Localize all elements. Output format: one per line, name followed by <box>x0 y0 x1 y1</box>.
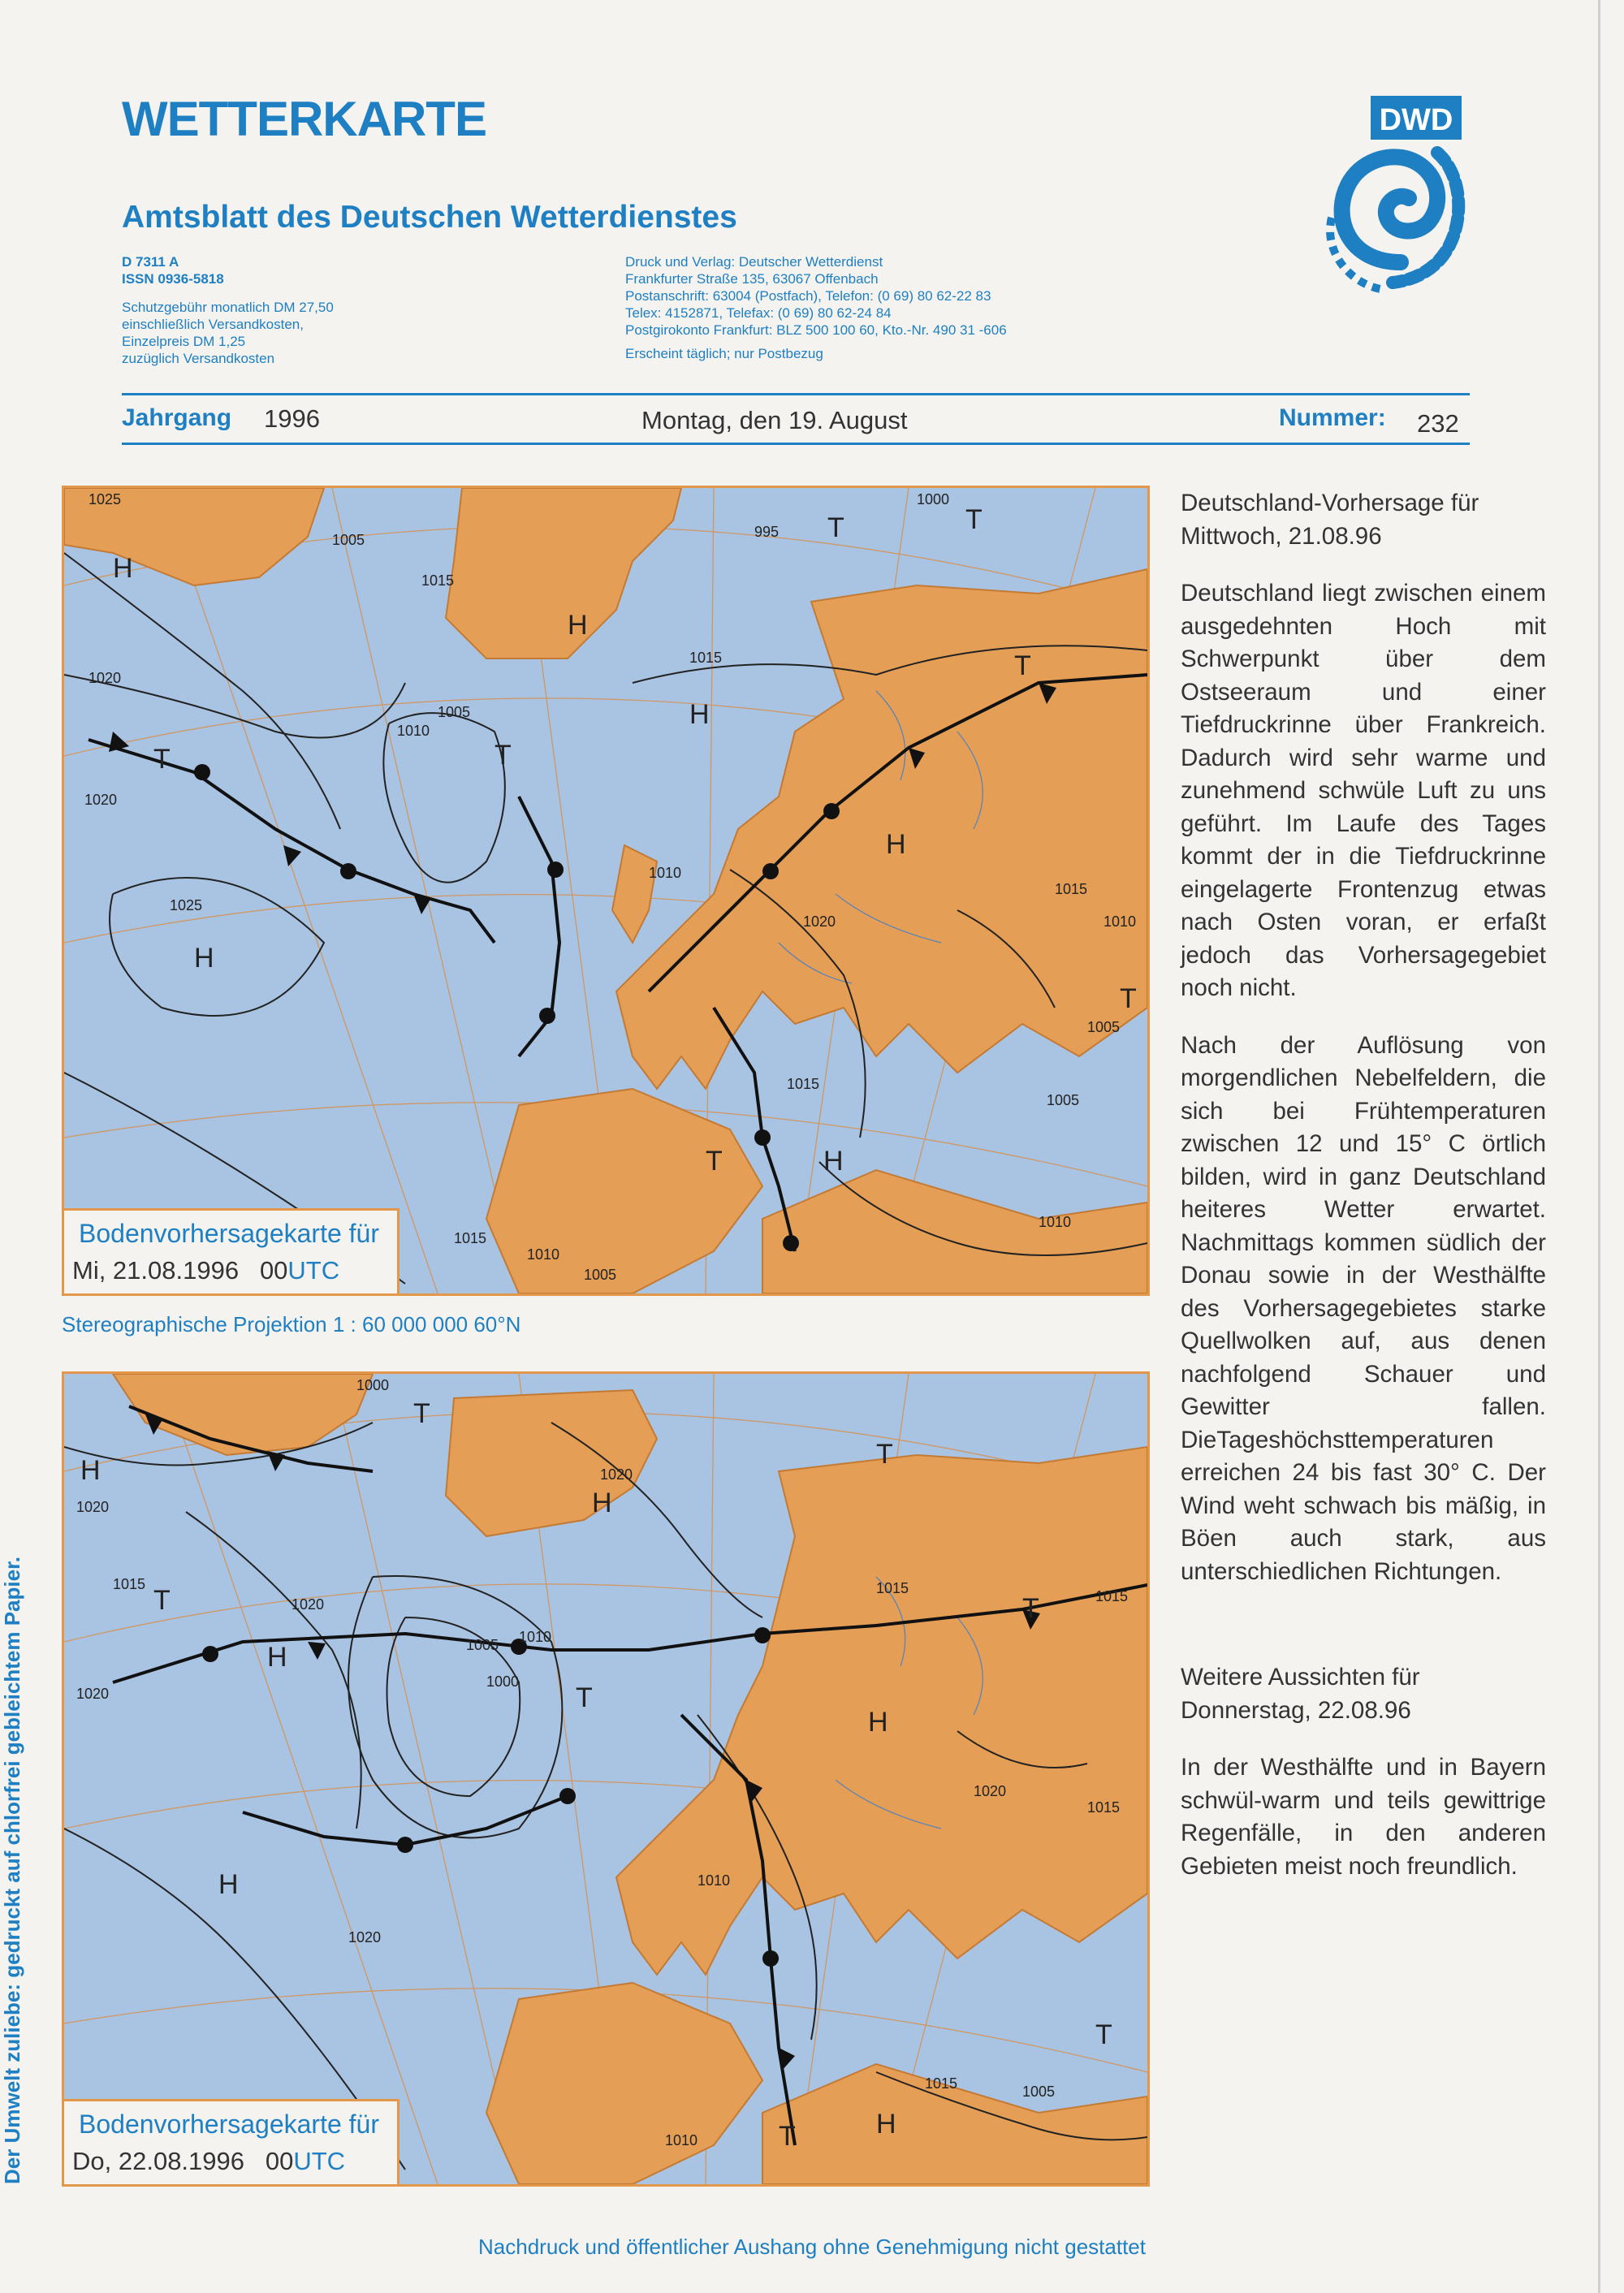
map-caption <box>64 1208 400 1293</box>
isobar-value: 1015 <box>113 1576 146 1592</box>
high-label: H <box>267 1642 287 1673</box>
publisher-line: Telex: 4152871, Telefax: (0 69) 80 62-24 84 <box>625 305 892 321</box>
publisher-line: Postanschrift: 63004 (Postfach), Telefon: (0 69) 80 62-22 83 <box>625 288 991 304</box>
isobar-value: 1015 <box>1055 881 1088 897</box>
forecast-heading: Deutschland-Vorhersage für Mittwoch, 21.08.96 <box>1181 490 1479 550</box>
isobar-value: 1005 <box>584 1267 617 1283</box>
isobar-value: 1020 <box>803 913 836 930</box>
isobar-value: 1005 <box>1022 2084 1056 2100</box>
logo-text: DWD <box>1379 103 1453 137</box>
isobar-value: 1020 <box>76 1686 110 1702</box>
isobar-value: 1000 <box>356 1377 390 1393</box>
isobar-value: 995 <box>754 524 780 540</box>
footer-note: Nachdruck und öffentlicher Aushang ohne Genehmigung nicht gestattet <box>478 2235 1146 2259</box>
fee-line: Einzelpreis DM 1,25 <box>122 334 246 349</box>
low-label: T <box>413 1398 430 1429</box>
map-utc: UTC <box>287 1256 340 1285</box>
low-label: T <box>576 1682 593 1713</box>
isobar-value: 1010 <box>665 2132 698 2148</box>
isobar-value: 1010 <box>649 865 682 881</box>
forecast-paragraph: Deutschland liegt zwischen einem ausgedehnten Hoch mit Schwerpunkt über dem Ostseeraum und einer Tiefdruckrinne über Frankreich. Dadurch wird sehr warme und zunehmend schwüle Luft zu uns geführt. Im Laufe des Tages kommt der in die Tiefdruckrinne eingelagerte Frontenzug etwas nach Osten voran, er erfaßt jedoch das Vorhersagegebiet noch nicht. <box>1181 580 1546 1001</box>
low-label: T <box>827 512 844 543</box>
outlook-paragraph: In der Westhälfte und in Bayern schwül-warm und teils gewittrige Regenfälle, in den anderen Gebieten meist noch freundlich. <box>1181 1754 1546 1880</box>
high-label: H <box>592 1488 612 1518</box>
nummer-label: Nummer: <box>1279 404 1386 431</box>
low-label: T <box>965 504 983 535</box>
projection-note: Stereographische Projektion 1 : 60 000 000 60°N <box>62 1312 521 1337</box>
page-subtitle: Amtsblatt des Deutschen Wetterdienstes <box>122 200 737 235</box>
isobar-value: 1010 <box>519 1629 552 1645</box>
map-caption <box>64 2099 400 2184</box>
header-rule-bottom <box>122 443 1470 445</box>
isobar-value: 1015 <box>1087 1799 1121 1816</box>
high-label: H <box>868 1707 888 1738</box>
map-caption-date <box>72 2147 345 2176</box>
high-label: H <box>218 1869 239 1900</box>
isobar-value: 1005 <box>438 704 471 720</box>
forecast-map-wednesday <box>62 486 1150 1296</box>
frequency-note: Erscheint täglich; nur Postbezug <box>625 346 823 361</box>
isobar-value: 1010 <box>527 1246 560 1263</box>
isobar-value: 1015 <box>925 2075 958 2092</box>
map-graphic <box>64 1374 1147 2184</box>
map-utc: UTC <box>293 2147 346 2175</box>
high-label: H <box>194 943 214 974</box>
issue-bar <box>122 403 1470 442</box>
map-time: 00 <box>265 2147 294 2175</box>
forecast-map-thursday <box>62 1371 1150 2187</box>
dwd-logo <box>1315 96 1470 297</box>
isobar-value: 1020 <box>348 1929 382 1945</box>
low-label: T <box>779 2121 796 2152</box>
high-label: H <box>80 1455 101 1486</box>
isobar-value: 1025 <box>89 491 122 507</box>
high-label: H <box>113 553 133 584</box>
isobar-value: 1000 <box>486 1673 520 1690</box>
isobar-value: 1010 <box>397 723 430 739</box>
jahrgang-value: 1996 <box>264 404 320 433</box>
map-time: 00 <box>259 1256 288 1285</box>
land-masses <box>64 488 1147 1293</box>
low-label: T <box>876 1439 893 1470</box>
isobar-value: 1020 <box>89 670 122 686</box>
land-masses <box>113 1374 1147 2184</box>
publisher-info <box>625 253 1007 362</box>
isobar-value: 1020 <box>600 1466 633 1483</box>
header-rule-top <box>122 393 1470 395</box>
map-caption-title: Bodenvorhersagekarte für <box>79 1219 379 1248</box>
map-caption-date <box>72 1256 339 1285</box>
outlook-heading: Weitere Aussichten für Donnerstag, 22.08.96 <box>1181 1664 1420 1724</box>
isobar-value: 1000 <box>917 491 950 507</box>
high-label: H <box>689 699 710 730</box>
environment-note: Der Umwelt zuliebe: gedruckt auf chlorfrei gebleichtem Papier. <box>0 1557 24 2184</box>
publisher-line: Postgirokonto Frankfurt: BLZ 500 100 60, Kto.-Nr. 490 31 -606 <box>625 322 1007 338</box>
isobar-value: 1025 <box>170 897 203 913</box>
isobar-value: 1020 <box>84 792 118 808</box>
isobar-value: 1005 <box>1047 1092 1080 1108</box>
publication-info <box>122 253 334 367</box>
jahrgang-label: Jahrgang <box>122 404 232 431</box>
publisher-line: Druck und Verlag: Deutscher Wetterdienst <box>625 254 883 270</box>
isobar-value: 1010 <box>1039 1214 1072 1230</box>
low-label: T <box>706 1146 723 1177</box>
issn: ISSN 0936-5818 <box>122 271 224 287</box>
isobar-value: 1015 <box>876 1580 909 1596</box>
isobar-value: 1010 <box>1104 913 1137 930</box>
isobar-value: 1005 <box>466 1637 499 1653</box>
fee-line: zuzüglich Versandkosten <box>122 351 275 366</box>
pub-code: D 7311 A <box>122 254 179 270</box>
isobar-value: 1010 <box>698 1872 731 1889</box>
low-label: T <box>1022 1593 1039 1624</box>
isobar-value: 1005 <box>1087 1019 1121 1035</box>
map-date: Mi, 21.08.1996 <box>72 1256 240 1285</box>
low-label: T <box>153 1585 171 1616</box>
map-caption-title: Bodenvorhersagekarte für <box>79 2109 379 2139</box>
forecast-text <box>1181 487 1546 1907</box>
low-label: T <box>1095 2019 1112 2050</box>
map-date: Do, 22.08.1996 <box>72 2147 245 2175</box>
isobar-value: 1015 <box>454 1230 487 1246</box>
fee-line: einschließlich Versandkosten, <box>122 317 304 332</box>
high-label: H <box>823 1146 844 1177</box>
isobar-value: 1015 <box>689 650 723 666</box>
isobar-value: 1015 <box>421 572 455 589</box>
issue-date: Montag, den 19. August <box>641 406 908 434</box>
map-graphic <box>64 488 1147 1293</box>
low-label: T <box>1014 650 1031 681</box>
page-edge-line <box>1598 0 1600 2293</box>
low-label: T <box>1120 983 1137 1014</box>
publisher-line: Frankfurter Straße 135, 63067 Offenbach <box>625 271 879 287</box>
fee-line: Schutzgebühr monatlich DM 27,50 <box>122 300 334 315</box>
high-label: H <box>568 610 588 641</box>
isobar-value: 1020 <box>76 1499 110 1515</box>
high-label: H <box>886 829 906 860</box>
isobar-value: 1015 <box>1095 1588 1129 1604</box>
isobar-value: 1005 <box>332 532 365 548</box>
forecast-paragraph: Nach der Auflösung von morgendlichen Nebelfeldern, die sich bei Frühtemperaturen zwischen 12 und 15° C örtlich bilden, wird in ganz Deutschland heiteres Wetter erwartet. Nachmittags kommen südlich der Donau sowie in der Westhälfte des Vorhersagegebietes starke Quellwolken auf, aus denen nachfolgend Schauer und Gewitter fallen. DieTageshöchsttemperaturen erreichen 24 bis fast 30° C. Der Wind weht schwach bis mäßig, in Böen auch stark, aus unterschiedlichen Richtungen. <box>1181 1031 1546 1585</box>
low-label: T <box>153 744 171 775</box>
low-label: T <box>495 740 512 771</box>
isobar-value: 1020 <box>292 1596 325 1613</box>
page-title: WETTERKARTE <box>122 92 486 146</box>
isobar-value: 1020 <box>974 1783 1007 1799</box>
isobar-value: 1015 <box>787 1076 820 1092</box>
high-label: H <box>876 2109 896 2140</box>
nummer-value: 232 <box>1417 409 1459 438</box>
